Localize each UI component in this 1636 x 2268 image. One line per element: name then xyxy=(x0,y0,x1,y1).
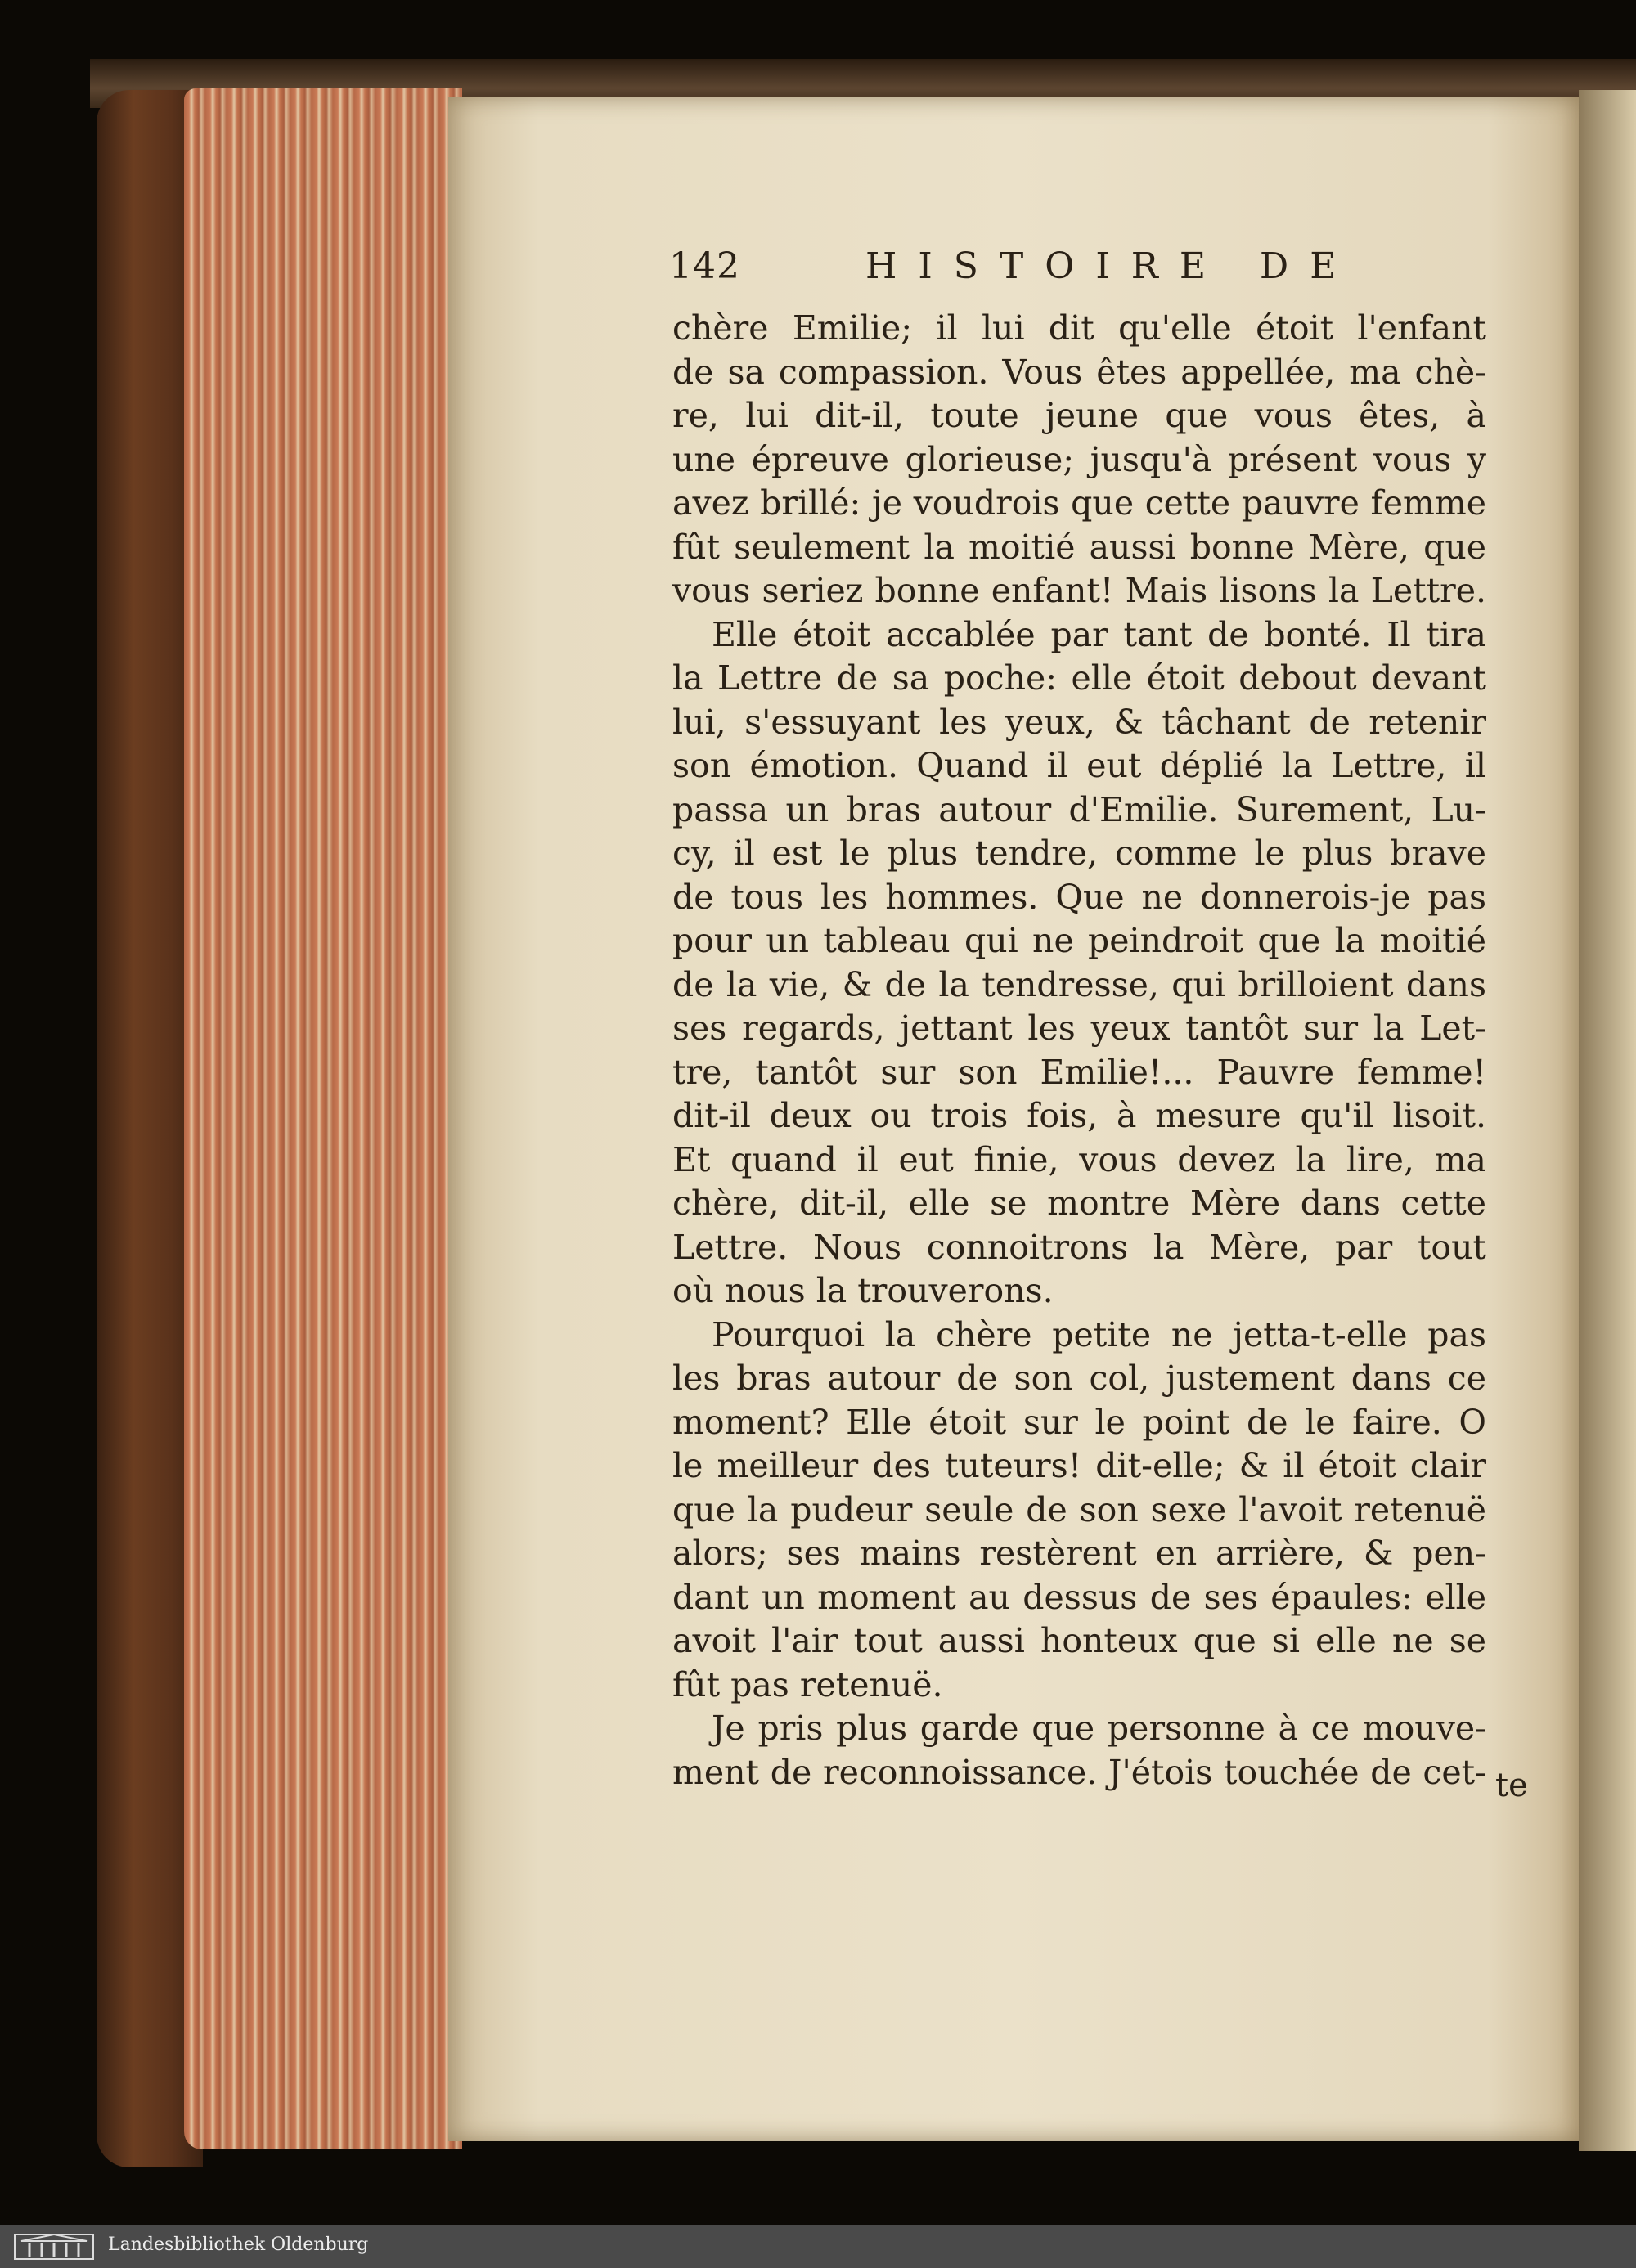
text-line: cy, il est le plus tendre, comme le plus brave xyxy=(672,833,1486,873)
text-line: Lettre. Nous connoitrons la Mère, par tout xyxy=(672,1227,1486,1267)
page-header xyxy=(669,245,1405,294)
text-line: Et quand il eut finie, vous devez la lire, ma xyxy=(672,1139,1486,1179)
text-line: la Lettre de sa poche: elle étoit debout devant xyxy=(672,658,1486,698)
catchword: te xyxy=(1495,1767,1528,1804)
footer-bar xyxy=(0,2225,1636,2268)
text-line: fût pas retenuë. xyxy=(672,1664,943,1704)
text-line: où nous la trouverons. xyxy=(672,1271,1054,1310)
body-text xyxy=(672,307,1486,1794)
text-line: de tous les hommes. Que ne donnerois-je pas xyxy=(672,877,1486,917)
text-line: chère, dit-il, elle se montre Mère dans cette xyxy=(672,1183,1486,1223)
text-line: Elle étoit accablée par tant de bonté. Il tira xyxy=(712,614,1486,654)
text-line: chère Emilie; il lui dit qu'elle étoit l'enfant xyxy=(672,308,1486,348)
text-line: que la pudeur seule de son sexe l'avoit retenuë xyxy=(672,1489,1486,1529)
text-line: ment de reconnoissance. J'étois touchée de cet- xyxy=(672,1752,1486,1792)
text-line: Je pris plus garde que personne à ce mouve- xyxy=(712,1709,1486,1748)
text-line: avoit l'air tout aussi honteux que si elle ne se xyxy=(672,1621,1486,1660)
page-number: 142 xyxy=(669,245,740,287)
text-line: de la vie, & de la tendresse, qui brilloient dans xyxy=(672,964,1486,1004)
library-name: Landesbibliothek Oldenburg xyxy=(108,2234,369,2255)
text-line: ses regards, jettant les yeux tantôt sur la Let- xyxy=(672,1008,1486,1048)
text-line: de sa compassion. Vous êtes appellée, ma chè- xyxy=(672,352,1486,392)
text-line: avez brillé: je voudrois que cette pauvre femme xyxy=(672,483,1486,523)
text-line: pour un tableau qui ne peindroit que la moitié xyxy=(672,921,1486,960)
text-line: moment? Elle étoit sur le point de le faire. O xyxy=(672,1402,1486,1442)
text-line: dant un moment au dessus de ses épaules: elle xyxy=(672,1577,1486,1617)
text-line: re, lui dit-il, toute jeune que vous êtes, à xyxy=(672,396,1486,435)
text-line: fût seulement la moitié aussi bonne Mère, que xyxy=(672,527,1486,567)
text-line: lui, s'essuyant les yeux, & tâchant de retenir xyxy=(672,702,1486,742)
text-line: le meilleur des tuteurs! dit-elle; & il étoit clair xyxy=(672,1446,1486,1485)
text-line: les bras autour de son col, justement dans ce xyxy=(672,1359,1486,1398)
text-line: tre, tantôt sur son Emilie!... Pauvre femme! xyxy=(672,1052,1486,1092)
text-line: une épreuve glorieuse; jusqu'à présent vous y xyxy=(672,439,1486,479)
library-logo-icon xyxy=(13,2231,95,2261)
text-line: vous seriez bonne enfant! Mais lisons la Lettre. xyxy=(672,571,1486,610)
text-line: alors; ses mains restèrent en arrière, & pen- xyxy=(672,1534,1486,1573)
text-line: Pourquoi la chère petite ne jetta-t-elle pas xyxy=(712,1314,1486,1354)
text-line: passa un bras autour d'Emilie. Surement, Lu- xyxy=(672,789,1486,829)
page-edges xyxy=(184,88,462,2149)
text-line: son émotion. Quand il eut déplié la Lettre, il xyxy=(672,746,1486,785)
facing-page-edge xyxy=(1579,90,1636,2151)
text-line: dit-il deux ou trois fois, à mesure qu'il lisoit. xyxy=(672,1096,1486,1135)
running-head: HISTOIRE DE xyxy=(865,245,1358,287)
